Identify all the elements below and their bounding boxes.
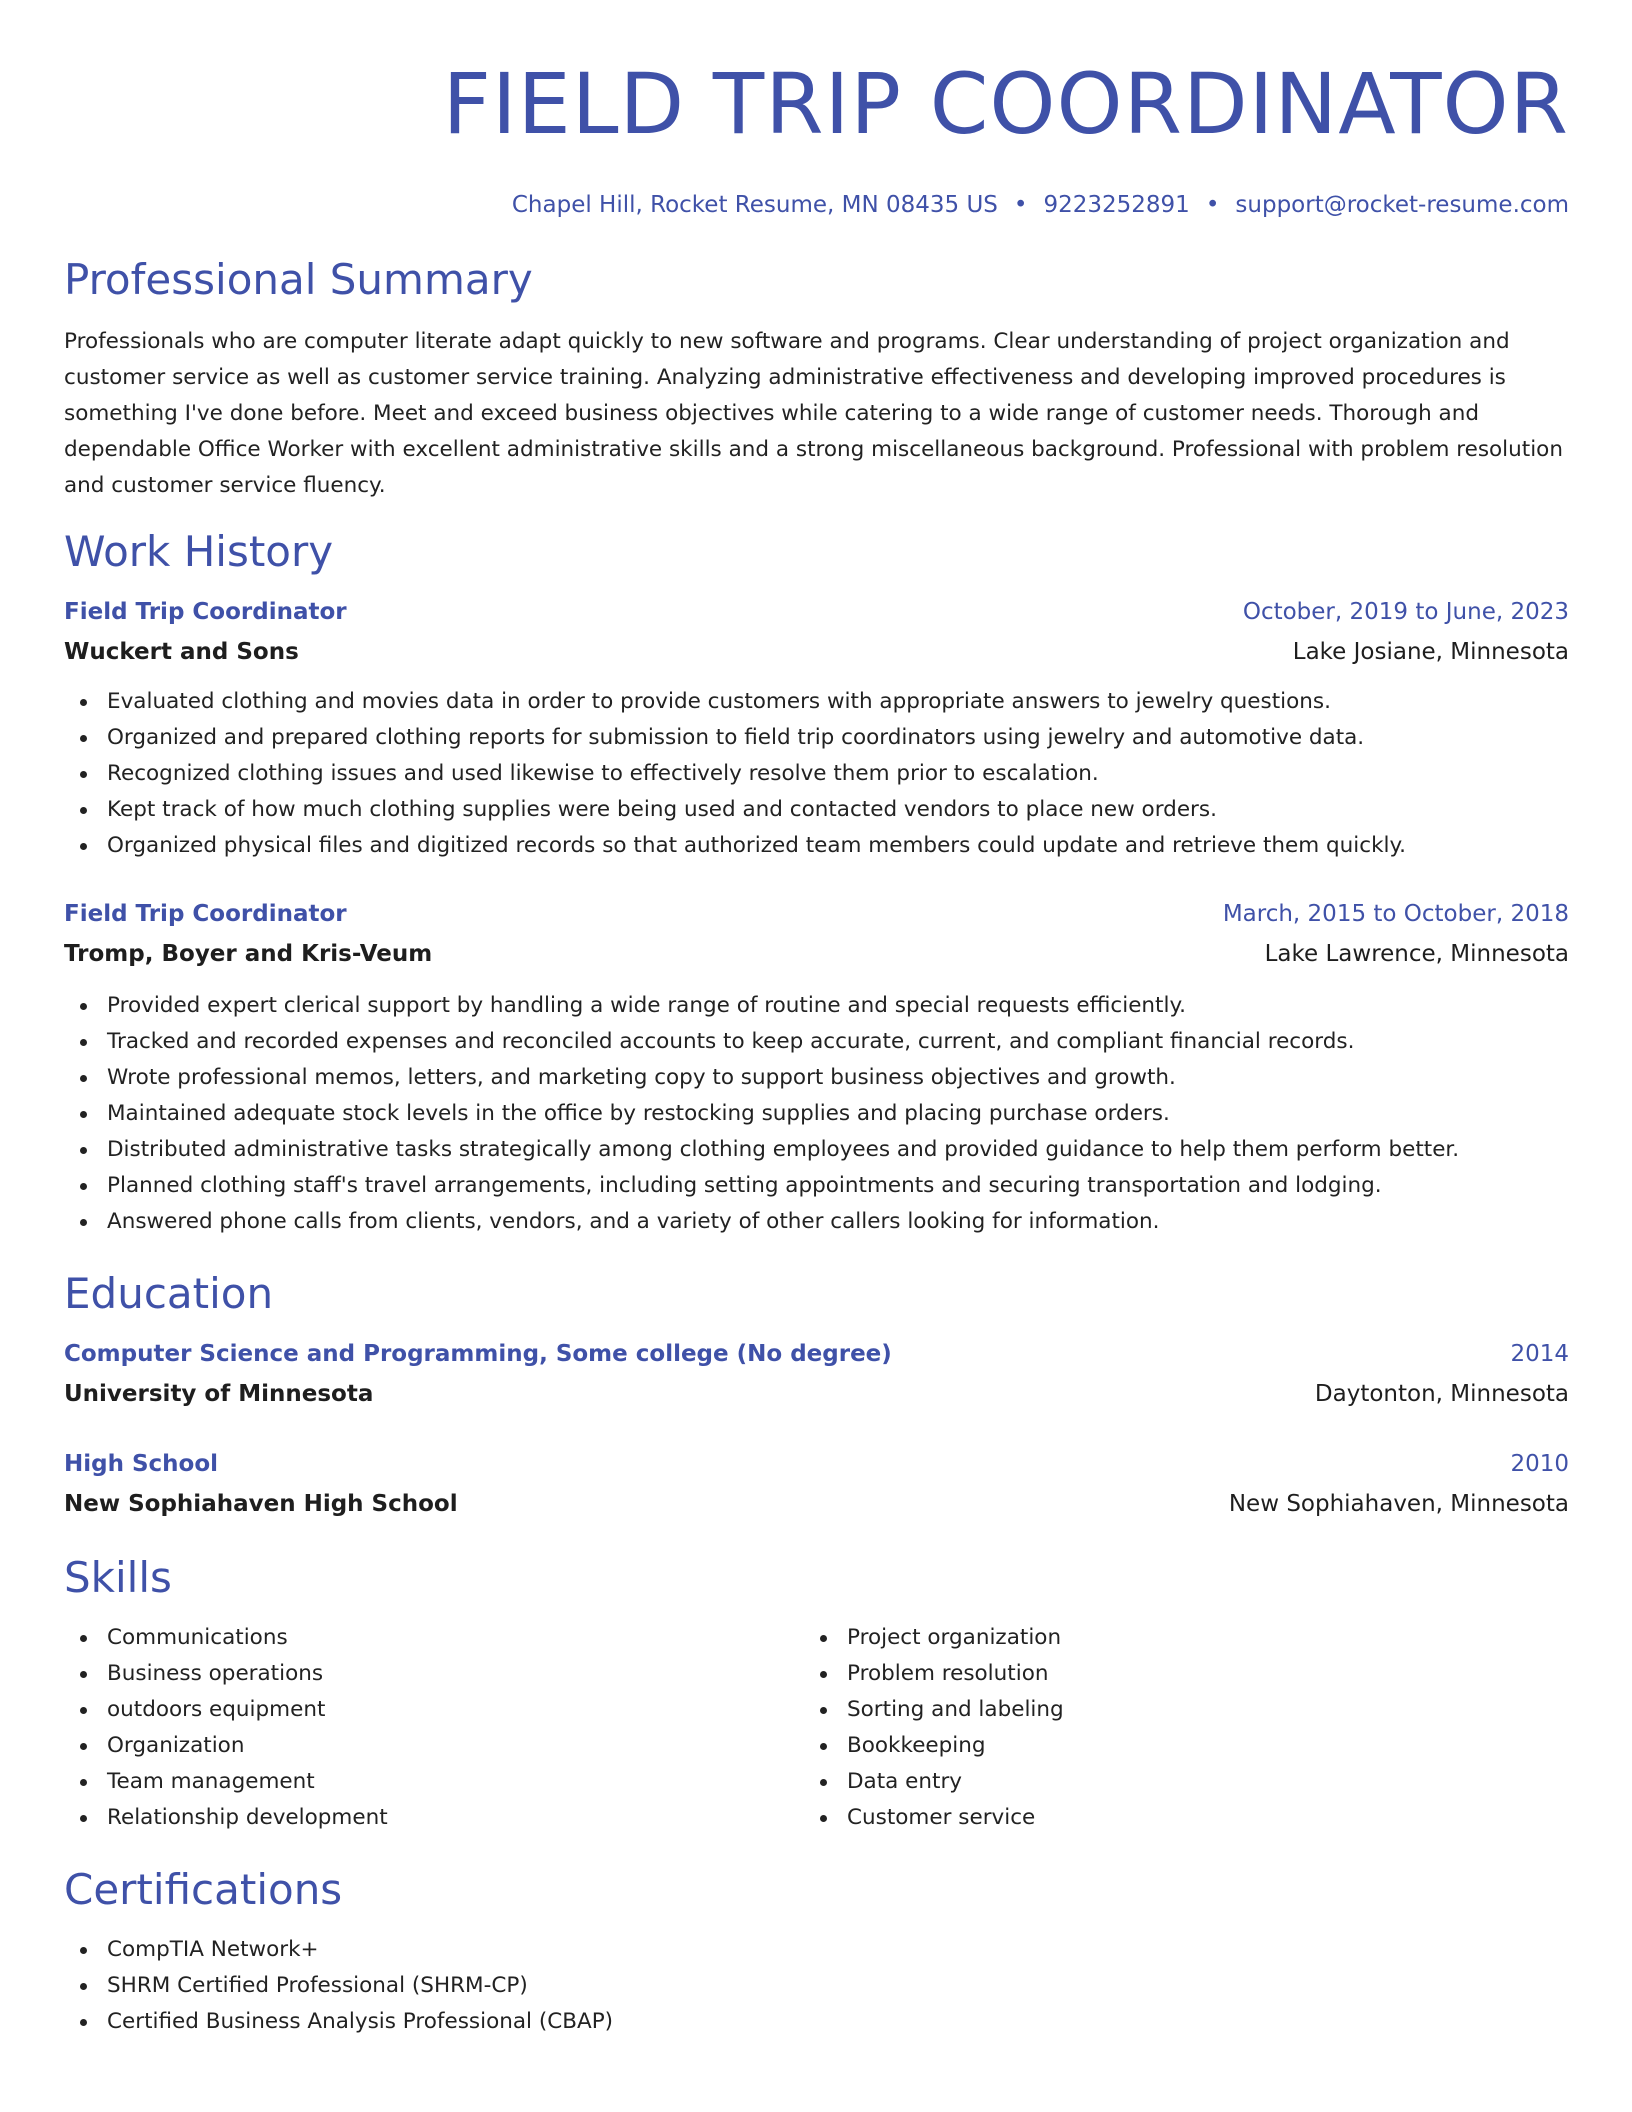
- skill-item: Problem resolution: [804, 1656, 1544, 1692]
- job-role: Field Trip Coordinator: [64, 599, 347, 625]
- skill-item: Team management: [64, 1764, 804, 1800]
- job-location: Lake Josiane, Minnesota: [1292, 639, 1569, 665]
- education-year: 2010: [1510, 1451, 1569, 1477]
- contact-phone: 9223252891: [1043, 192, 1190, 218]
- skill-item: outdoors equipment: [64, 1692, 804, 1728]
- skills-list-left: [64, 1620, 804, 1836]
- job-duty: Evaluated clothing and movies data in order to provide customers with appropriate answers to jewelry questions.: [64, 684, 1569, 720]
- skill-item: Project organization: [804, 1620, 1544, 1656]
- job-location: Lake Lawrence, Minnesota: [1264, 941, 1569, 967]
- skill-item: Data entry: [804, 1764, 1544, 1800]
- job-header-row: [64, 592, 1569, 632]
- education-school: New Sophiahaven High School: [64, 1491, 458, 1517]
- job-duty: Planned clothing staff's travel arrangements, including setting appointments and securing transportation and lodging.: [64, 1168, 1569, 1204]
- skills-grid: [64, 1620, 1569, 1836]
- skills-heading: Skills: [64, 1553, 172, 1602]
- job-entry: [64, 592, 1569, 864]
- skill-item: Organization: [64, 1728, 804, 1764]
- job-company: Wuckert and Sons: [64, 639, 299, 665]
- contact-email: support@rocket-resume.com: [1235, 192, 1569, 218]
- job-duty: Organized and prepared clothing reports for submission to field trip coordinators using jewelry and automotive data.: [64, 720, 1569, 756]
- education-location: Daytonton, Minnesota: [1314, 1381, 1569, 1407]
- job-company-row: [64, 632, 1569, 672]
- education-school-row: [64, 1374, 1569, 1414]
- job-duty: Kept track of how much clothing supplies were being used and contacted vendors to place new orders.: [64, 792, 1569, 828]
- education-header-row: [64, 1334, 1569, 1374]
- skill-item: Sorting and labeling: [804, 1692, 1544, 1728]
- education-school: University of Minnesota: [64, 1381, 374, 1407]
- contact-separator: •: [1013, 192, 1028, 218]
- education-header-row: [64, 1444, 1569, 1484]
- job-duty: Answered phone calls from clients, vendors, and a variety of other callers looking for information.: [64, 1204, 1569, 1240]
- education-entry: [64, 1334, 1569, 1414]
- resume-header: [64, 0, 1569, 220]
- skill-item: Business operations: [64, 1656, 804, 1692]
- education-degree: High School: [64, 1451, 219, 1477]
- summary-text: Professionals who are computer literate adapt quickly to new software and programs. Clear understanding of project organization and customer service as well as customer service training. Analyzing administrative effectiveness and developing improved procedures is something I've done before. Meet and exceed business objectives while catering to a wide range of customer needs. Thorough and dependable Office Worker with excellent administrative skills and a strong miscellaneous background. Professional with problem resolution and customer service fluency.: [64, 329, 1563, 498]
- skill-item: Bookkeeping: [804, 1728, 1544, 1764]
- job-duty: Maintained adequate stock levels in the office by restocking supplies and placing purchase orders.: [64, 1096, 1569, 1132]
- job-duties-list: [64, 988, 1569, 1240]
- work-history-heading: Work History: [64, 527, 334, 576]
- education-heading: Education: [64, 1269, 274, 1318]
- contact-separator: •: [1205, 192, 1220, 218]
- job-dates: October, 2019 to June, 2023: [1242, 599, 1569, 625]
- certification-item: SHRM Certified Professional (SHRM-CP): [64, 1968, 1569, 2004]
- certifications-list: [64, 1932, 1569, 2040]
- skill-item: Communications: [64, 1620, 804, 1656]
- job-entry: [64, 894, 1569, 1240]
- skill-item: Relationship development: [64, 1800, 804, 1836]
- job-header-row: [64, 894, 1569, 934]
- education-school-row: [64, 1484, 1569, 1524]
- skills-list-right: [804, 1620, 1544, 1836]
- job-duty: Tracked and recorded expenses and reconciled accounts to keep accurate, current, and compliant financial records.: [64, 1024, 1569, 1060]
- skill-item: Customer service: [804, 1800, 1544, 1836]
- job-duties-list: [64, 684, 1569, 864]
- job-duty: Wrote professional memos, letters, and marketing copy to support business objectives and growth.: [64, 1060, 1569, 1096]
- education-year: 2014: [1510, 1341, 1569, 1367]
- job-company: Tromp, Boyer and Kris-Veum: [64, 941, 433, 967]
- job-dates: March, 2015 to October, 2018: [1222, 901, 1569, 927]
- certifications-heading: Certifications: [64, 1865, 343, 1914]
- job-duty: Provided expert clerical support by handling a wide range of routine and special requests efficiently.: [64, 988, 1569, 1024]
- education-entry: [64, 1444, 1569, 1524]
- job-duty: Organized physical files and digitized records so that authorized team members could update and retrieve them quickly.: [64, 828, 1569, 864]
- certification-item: CompTIA Network+: [64, 1932, 1569, 1968]
- summary-heading: Professional Summary: [64, 255, 533, 304]
- job-company-row: [64, 934, 1569, 974]
- certification-item: Certified Business Analysis Professional (CBAP): [64, 2004, 1569, 2040]
- job-duty: Distributed administrative tasks strategically among clothing employees and provided guidance to help them perform better.: [64, 1132, 1569, 1168]
- job-role: Field Trip Coordinator: [64, 901, 347, 927]
- contact-address: Chapel Hill, Rocket Resume, MN 08435 US: [511, 192, 998, 218]
- contact-line: [64, 190, 1569, 220]
- candidate-title: FIELD TRIP COORDINATOR: [442, 55, 1569, 153]
- education-location: New Sophiahaven, Minnesota: [1228, 1491, 1569, 1517]
- education-degree: Computer Science and Programming, Some college (No degree): [64, 1341, 892, 1367]
- job-duty: Recognized clothing issues and used likewise to effectively resolve them prior to escalation.: [64, 756, 1569, 792]
